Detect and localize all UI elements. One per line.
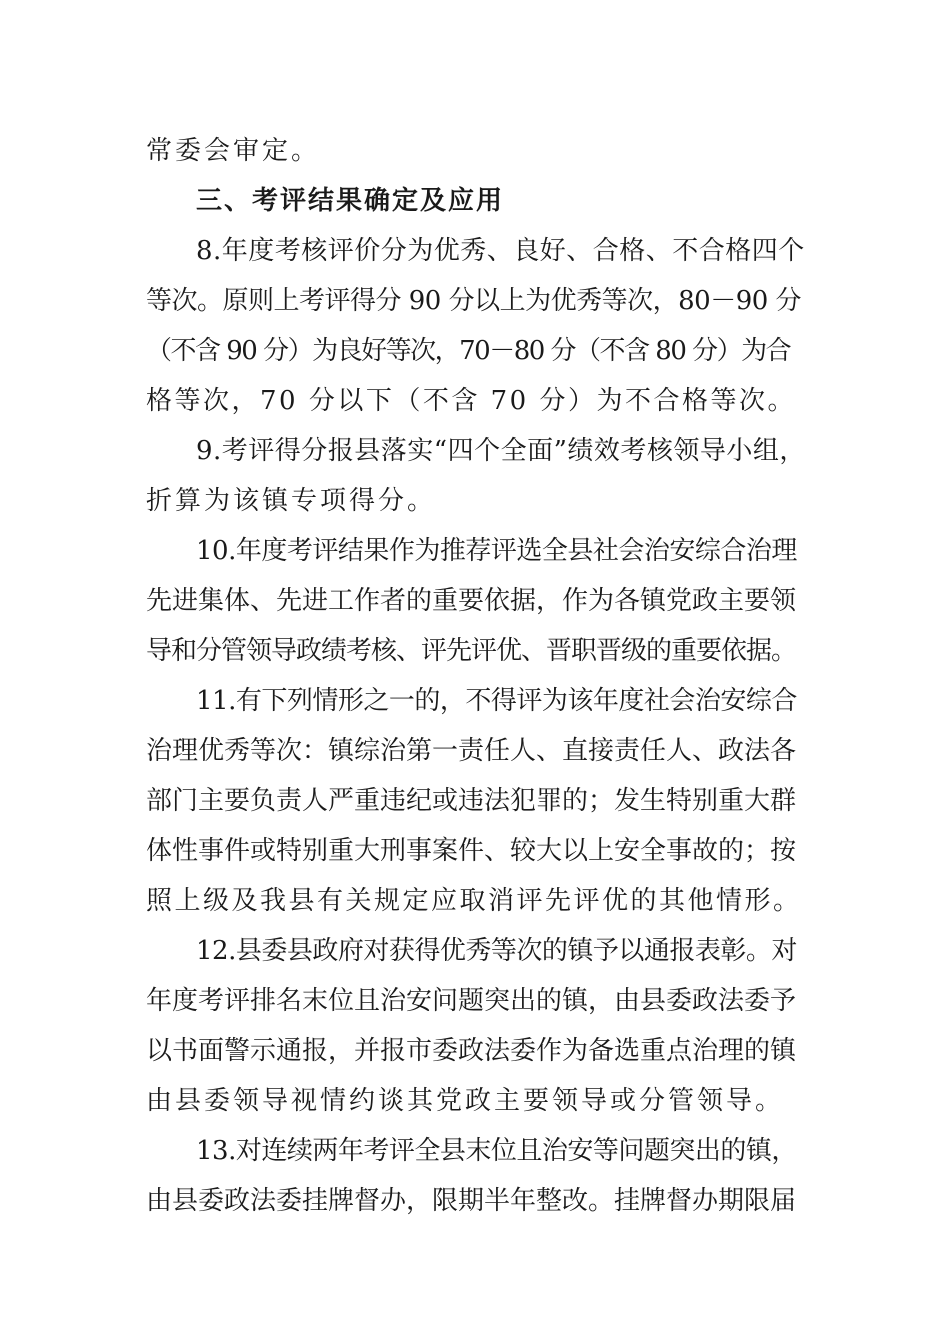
text-line: 10.年度考评结果作为推荐评选全县社会治安综合治理: [196, 536, 797, 566]
text-line: 9.考评得分报县落实“四个全面”绩效考核领导小组，: [196, 436, 806, 466]
text-line: 等次。原则上考评得分 90 分以上为优秀等次，80－90 分: [146, 286, 802, 316]
text-line: 12.县委县政府对获得优秀等次的镇予以通报表彰。对: [196, 936, 797, 966]
text-line: 照上级及我县有关规定应取消评先评优的其他情形。: [146, 886, 802, 916]
text-line: 先进集体、先进工作者的重要依据，作为各镇党政主要领: [146, 586, 797, 616]
text-line: 年度考评排名末位且治安问题突出的镇，由县委政法委予: [146, 986, 797, 1016]
text-line: （不含 90 分）为良好等次，70－80 分（不含 80 分）为合: [146, 336, 791, 366]
text-line: 以书面警示通报，并报市委政法委作为备选重点治理的镇: [146, 1036, 797, 1066]
text-line: 体性事件或特别重大刑事案件、较大以上安全事故的；按: [146, 836, 797, 866]
text-line: 折算为该镇专项得分。: [146, 486, 437, 516]
section-heading: 三、考评结果确定及应用: [196, 186, 505, 216]
text-line: 治理优秀等次：镇综治第一责任人、直接责任人、政法各: [146, 736, 797, 766]
text-line: 由县委政法委挂牌督办，限期半年整改。挂牌督办期限届: [146, 1186, 797, 1216]
text-line: 格等次，70 分以下（不含 70 分）为不合格等次。: [146, 386, 796, 416]
text-line: 部门主要负责人严重违纪或违法犯罪的；发生特别重大群: [146, 786, 797, 816]
text-line: 11.有下列情形之一的，不得评为该年度社会治安综合: [196, 686, 797, 716]
text-line: 常委会审定。: [146, 136, 321, 166]
text-line: 导和分管领导政绩考核、评先评优、晋职晋级的重要依据。: [146, 636, 797, 666]
text-line: 8.年度考核评价分为优秀、良好、合格、不合格四个: [196, 236, 805, 266]
text-line: 由县委领导视情约谈其党政主要领导或分管领导。: [146, 1086, 785, 1116]
text-line: 13.对连续两年考评全县末位且治安等问题突出的镇，: [196, 1136, 797, 1166]
